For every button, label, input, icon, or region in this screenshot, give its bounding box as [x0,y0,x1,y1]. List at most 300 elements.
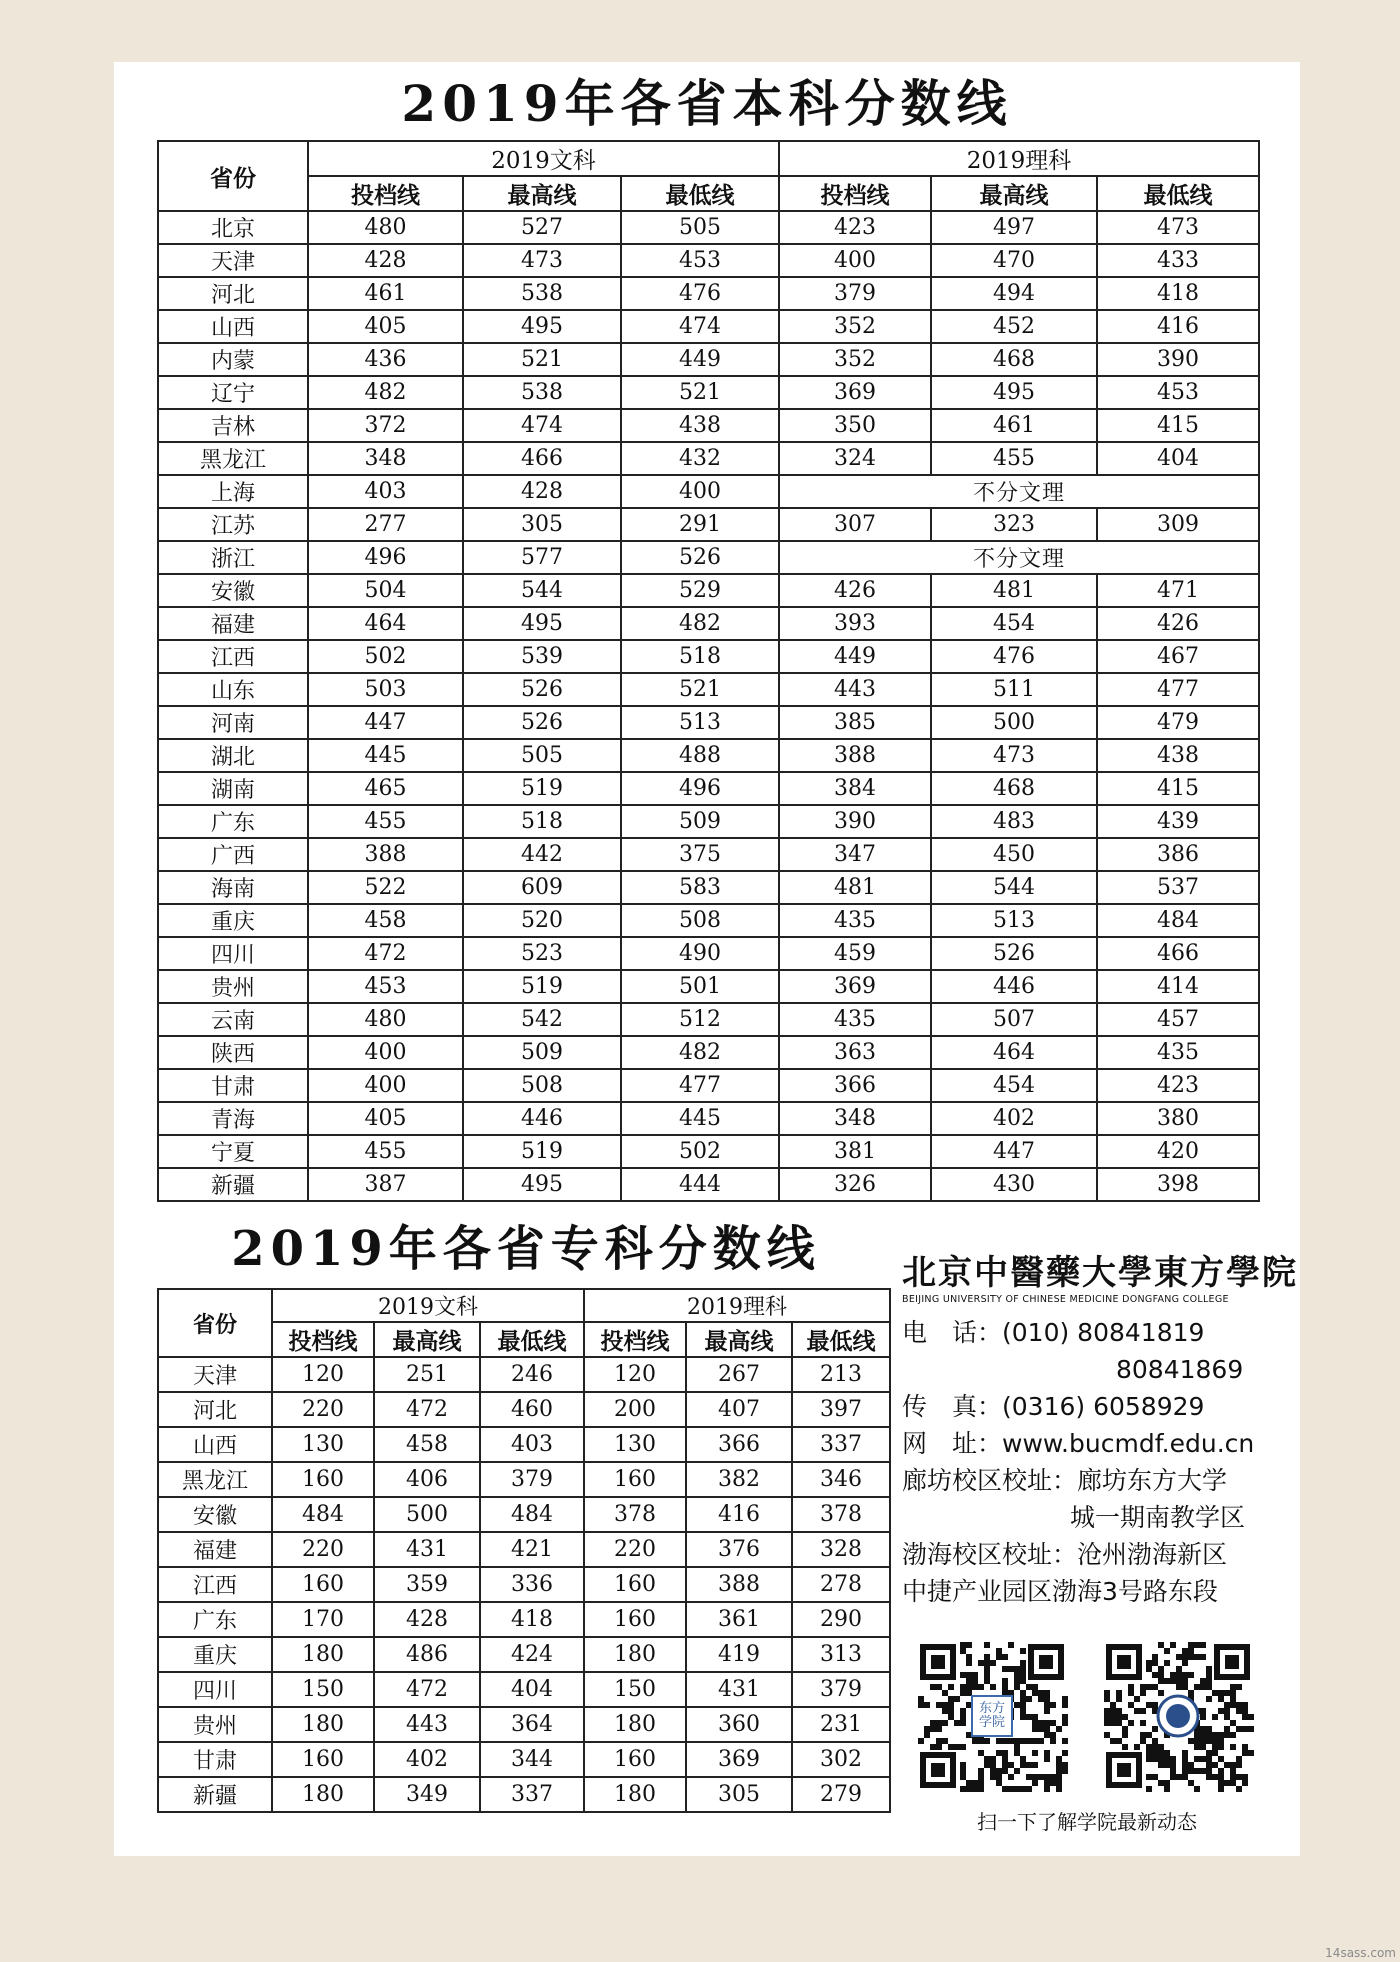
score-cell: 426 [779,574,931,607]
table-row [158,607,1259,640]
score-cell: 400 [621,475,779,508]
score-cell: 415 [1097,772,1259,805]
score-cell: 482 [621,607,779,640]
score-cell: 302 [792,1742,890,1777]
table-row [158,739,1259,772]
score-cell: 453 [308,970,463,1003]
province-cell: 福建 [158,607,308,640]
score-cell: 378 [792,1497,890,1532]
province-cell: 上海 [158,475,308,508]
score-cell: 513 [621,706,779,739]
score-cell: 508 [621,904,779,937]
score-cell: 505 [463,739,621,772]
table-row [158,1637,890,1672]
score-cell: 428 [463,475,621,508]
table-row [158,1102,1259,1135]
table-row [158,1427,890,1462]
score-cell: 526 [931,937,1097,970]
score-cell: 538 [463,376,621,409]
province-cell: 河北 [158,1392,272,1427]
score-cell: 267 [686,1357,792,1392]
li-group-header: 2019理科 [779,141,1259,176]
province-cell: 重庆 [158,1637,272,1672]
score-cell: 290 [792,1602,890,1637]
table-row [158,772,1259,805]
province-cell: 安徽 [158,1497,272,1532]
score-cell: 388 [686,1567,792,1602]
score-cell: 421 [480,1532,584,1567]
table-row [158,1462,890,1497]
column-header: 投档线 [584,1322,686,1357]
score-cell: 472 [308,937,463,970]
score-cell: 443 [779,673,931,706]
province-cell: 重庆 [158,904,308,937]
score-cell: 326 [779,1168,931,1201]
score-cell: 419 [686,1637,792,1672]
phone-number-1: (010) 80841819 [1002,1318,1205,1347]
score-cell: 428 [308,244,463,277]
table-row [158,211,1259,244]
score-cell: 418 [480,1602,584,1637]
li-group-header: 2019理科 [584,1289,890,1322]
score-cell: 529 [621,574,779,607]
score-cell: 251 [374,1357,480,1392]
score-cell: 577 [463,541,621,574]
score-cell: 220 [272,1392,374,1427]
score-cell: 449 [621,343,779,376]
college-logo-english: BEIJING UNIVERSITY OF CHINESE MEDICINE DONGFANG COLLEGE [902,1294,1229,1305]
score-cell: 438 [1097,739,1259,772]
score-cell: 443 [374,1707,480,1742]
score-cell: 180 [584,1777,686,1812]
table-row [158,904,1259,937]
score-cell: 431 [686,1672,792,1707]
score-cell: 402 [374,1742,480,1777]
qr-code-2-icon[interactable] [1102,1640,1254,1792]
province-cell: 广东 [158,805,308,838]
score-cell: 431 [374,1532,480,1567]
score-cell: 452 [931,310,1097,343]
score-cell: 468 [931,772,1097,805]
score-cell: 519 [463,970,621,1003]
benke-title: 2019年各省本科分数线 [401,74,1013,133]
table-row [158,1168,1259,1201]
score-cell: 455 [931,442,1097,475]
score-cell: 470 [931,244,1097,277]
website-link[interactable]: www.bucmdf.edu.cn [1002,1429,1255,1458]
score-cell: 337 [480,1777,584,1812]
score-cell: 160 [584,1567,686,1602]
score-cell: 495 [463,607,621,640]
campus-langfang-row [902,1462,1270,1499]
fax-label: 传 真： [902,1392,1003,1421]
score-cell: 404 [1097,442,1259,475]
table-row [158,1672,890,1707]
score-cell: 130 [584,1427,686,1462]
score-cell: 447 [931,1135,1097,1168]
province-cell: 安徽 [158,574,308,607]
table-row [158,277,1259,310]
province-cell: 黑龙江 [158,442,308,475]
score-cell: 387 [308,1168,463,1201]
qr-code-1-icon[interactable] [916,1640,1068,1792]
table-row [158,1567,890,1602]
score-cell: 471 [1097,574,1259,607]
score-cell: 481 [931,574,1097,607]
score-cell: 542 [463,1003,621,1036]
column-header: 最高线 [686,1322,792,1357]
score-cell: 473 [931,739,1097,772]
score-cell: 484 [272,1497,374,1532]
score-cell: 490 [621,937,779,970]
contact-info [902,1252,1298,1610]
campus-langfang-address-1: 廊坊东方大学 [1077,1466,1228,1495]
score-cell: 444 [621,1168,779,1201]
column-header: 最高线 [463,176,621,211]
table-row [158,805,1259,838]
province-cell: 青海 [158,1102,308,1135]
score-cell: 435 [1097,1036,1259,1069]
score-cell: 455 [308,805,463,838]
province-cell: 云南 [158,1003,308,1036]
score-cell: 337 [792,1427,890,1462]
score-cell: 473 [1097,211,1259,244]
score-cell: 494 [931,277,1097,310]
table-row [158,1392,890,1427]
campus-bohai-address-2: 中捷产业园区渤海3号路东段 [902,1577,1218,1606]
website-label: 网 址： [902,1429,1003,1458]
score-cell: 415 [1097,409,1259,442]
score-cell: 433 [1097,244,1259,277]
score-cell: 430 [931,1168,1097,1201]
column-header: 最低线 [792,1322,890,1357]
table-row [158,1003,1259,1036]
province-cell: 天津 [158,1357,272,1392]
column-header: 最高线 [374,1322,480,1357]
score-cell: 180 [272,1637,374,1672]
province-cell: 湖南 [158,772,308,805]
table-row [158,838,1259,871]
province-cell: 内蒙 [158,343,308,376]
score-cell: 464 [308,607,463,640]
score-cell: 527 [463,211,621,244]
score-cell: 369 [779,970,931,1003]
score-cell: 160 [584,1462,686,1497]
score-cell: 120 [272,1357,374,1392]
score-cell: 390 [1097,343,1259,376]
score-cell: 382 [686,1462,792,1497]
score-cell: 120 [584,1357,686,1392]
score-cell: 466 [1097,937,1259,970]
score-cell: 414 [1097,970,1259,1003]
table-row [158,442,1259,475]
table-row [158,310,1259,343]
score-cell: 369 [686,1742,792,1777]
score-cell: 458 [374,1427,480,1462]
score-cell: 459 [779,937,931,970]
province-cell: 江苏 [158,508,308,541]
province-cell: 吉林 [158,409,308,442]
table-row [158,1707,890,1742]
score-cell: 406 [374,1462,480,1497]
score-cell: 180 [272,1707,374,1742]
province-cell: 福建 [158,1532,272,1567]
score-cell: 416 [1097,310,1259,343]
score-cell: 502 [308,640,463,673]
province-cell: 贵州 [158,1707,272,1742]
score-cell: 502 [621,1135,779,1168]
province-cell: 四川 [158,937,308,970]
column-header: 投档线 [779,176,931,211]
website-row [902,1425,1270,1462]
province-cell: 贵州 [158,970,308,1003]
score-cell: 359 [374,1567,480,1602]
score-cell: 507 [931,1003,1097,1036]
province-cell: 四川 [158,1672,272,1707]
score-cell: 379 [792,1672,890,1707]
score-cell: 403 [308,475,463,508]
score-cell: 400 [308,1069,463,1102]
score-cell: 539 [463,640,621,673]
score-cell: 488 [621,739,779,772]
score-cell: 390 [779,805,931,838]
score-cell: 324 [779,442,931,475]
table-row [158,970,1259,1003]
watermark: 14sass.com [1325,1946,1396,1960]
score-cell: 420 [1097,1135,1259,1168]
table-row [158,1497,890,1532]
score-cell: 435 [779,904,931,937]
score-cell: 538 [463,277,621,310]
column-header: 投档线 [272,1322,374,1357]
score-cell: 170 [272,1602,374,1637]
score-cell: 500 [374,1497,480,1532]
score-cell: 453 [621,244,779,277]
score-cell: 220 [272,1532,374,1567]
score-cell: 537 [1097,871,1259,904]
table-row [158,1777,890,1812]
province-cell: 湖北 [158,739,308,772]
score-cell: 213 [792,1357,890,1392]
campus-langfang-label: 廊坊校区校址： [902,1466,1078,1495]
score-cell: 544 [463,574,621,607]
fax-number: (0316) 6058929 [1002,1392,1205,1421]
score-cell: 160 [272,1567,374,1602]
score-cell: 404 [480,1672,584,1707]
score-cell: 544 [931,871,1097,904]
score-cell: 504 [308,574,463,607]
score-cell: 428 [374,1602,480,1637]
score-cell: 500 [931,706,1097,739]
college-logo-text: 北京中醫藥大學東方學院 [902,1253,1298,1293]
wen-group-header: 2019文科 [272,1289,584,1322]
score-cell: 424 [480,1637,584,1672]
score-cell: 160 [272,1742,374,1777]
score-cell: 479 [1097,706,1259,739]
score-cell: 468 [931,343,1097,376]
score-cell: 150 [584,1672,686,1707]
table-row [158,409,1259,442]
province-cell: 海南 [158,871,308,904]
province-cell: 宁夏 [158,1135,308,1168]
score-cell: 476 [621,277,779,310]
table-row [158,1069,1259,1102]
score-cell: 305 [463,508,621,541]
score-cell: 521 [621,376,779,409]
score-cell: 484 [1097,904,1259,937]
table-row [158,343,1259,376]
score-cell: 348 [779,1102,931,1135]
score-cell: 519 [463,1135,621,1168]
score-cell: 486 [374,1637,480,1672]
table-row [158,1357,890,1392]
score-cell: 442 [463,838,621,871]
table-row [158,1135,1259,1168]
score-cell: 246 [480,1357,584,1392]
score-cell: 416 [686,1497,792,1532]
province-cell: 广西 [158,838,308,871]
score-cell: 180 [272,1777,374,1812]
campus-bohai-address-1: 沧州渤海新区 [1077,1540,1228,1569]
score-cell: 438 [621,409,779,442]
score-cell: 277 [308,508,463,541]
province-cell: 河南 [158,706,308,739]
score-cell: 160 [584,1602,686,1637]
score-cell: 496 [308,541,463,574]
wen-group-header: 2019文科 [308,141,779,176]
score-cell: 482 [308,376,463,409]
score-cell: 348 [308,442,463,475]
score-cell: 436 [308,343,463,376]
score-cell: 474 [463,409,621,442]
score-cell: 160 [584,1742,686,1777]
province-cell: 山东 [158,673,308,706]
score-cell: 350 [779,409,931,442]
score-cell: 457 [1097,1003,1259,1036]
score-cell: 526 [463,706,621,739]
score-cell: 518 [463,805,621,838]
score-cell: 384 [779,772,931,805]
score-cell: 366 [686,1427,792,1462]
score-cell: 453 [1097,376,1259,409]
score-cell: 400 [308,1036,463,1069]
score-cell: 509 [621,805,779,838]
score-cell: 522 [308,871,463,904]
score-cell: 385 [779,706,931,739]
campus-langfang-row-2 [902,1499,1270,1536]
score-cell: 508 [463,1069,621,1102]
score-cell: 381 [779,1135,931,1168]
score-cell: 454 [931,607,1097,640]
merged-note-cell: 不分文理 [779,475,1259,508]
score-cell: 445 [621,1102,779,1135]
phone-row-2 [902,1351,1270,1388]
zhuanke-score-table [157,1288,891,1813]
table-row [158,1602,890,1637]
score-cell: 476 [931,640,1097,673]
score-cell: 518 [621,640,779,673]
qr-caption: 扫一下了解学院最新动态 [977,1810,1197,1834]
score-cell: 481 [779,871,931,904]
score-cell: 360 [686,1707,792,1742]
province-cell: 江西 [158,1567,272,1602]
campus-bohai-row-2 [902,1573,1270,1610]
column-header: 最低线 [480,1322,584,1357]
score-cell: 150 [272,1672,374,1707]
province-cell: 浙江 [158,541,308,574]
score-cell: 366 [779,1069,931,1102]
score-cell: 291 [621,508,779,541]
score-cell: 388 [308,838,463,871]
score-cell: 521 [463,343,621,376]
phone-number-2: 80841869 [1116,1355,1244,1384]
province-cell: 辽宁 [158,376,308,409]
score-cell: 305 [686,1777,792,1812]
score-cell: 307 [779,508,931,541]
score-cell: 467 [1097,640,1259,673]
score-cell: 446 [463,1102,621,1135]
score-cell: 447 [308,706,463,739]
score-cell: 480 [308,1003,463,1036]
score-cell: 180 [584,1707,686,1742]
score-cell: 400 [779,244,931,277]
score-cell: 445 [308,739,463,772]
province-cell: 甘肃 [158,1069,308,1102]
score-cell: 509 [463,1036,621,1069]
score-cell: 375 [621,838,779,871]
table-row [158,673,1259,706]
table-row [158,574,1259,607]
score-cell: 344 [480,1742,584,1777]
score-cell: 336 [480,1567,584,1602]
score-cell: 402 [931,1102,1097,1135]
score-cell: 477 [1097,673,1259,706]
score-cell: 347 [779,838,931,871]
score-cell: 398 [1097,1168,1259,1201]
score-cell: 473 [463,244,621,277]
score-cell: 361 [686,1602,792,1637]
score-cell: 449 [779,640,931,673]
province-cell: 新疆 [158,1168,308,1201]
score-cell: 379 [480,1462,584,1497]
score-cell: 505 [621,211,779,244]
score-cell: 609 [463,871,621,904]
table-row [158,937,1259,970]
score-cell: 439 [1097,805,1259,838]
column-header: 最高线 [931,176,1097,211]
score-cell: 378 [584,1497,686,1532]
score-cell: 446 [931,970,1097,1003]
score-cell: 180 [584,1637,686,1672]
score-cell: 220 [584,1532,686,1567]
score-cell: 349 [374,1777,480,1812]
table-row [158,475,1259,508]
province-header: 省份 [158,1289,272,1357]
score-cell: 472 [374,1392,480,1427]
score-cell: 309 [1097,508,1259,541]
province-cell: 江西 [158,640,308,673]
table-row [158,376,1259,409]
score-cell: 472 [374,1672,480,1707]
score-cell: 279 [792,1777,890,1812]
score-cell: 376 [686,1532,792,1567]
score-cell: 323 [931,508,1097,541]
campus-langfang-address-2: 城一期南教学区 [1070,1503,1246,1532]
score-cell: 483 [931,805,1097,838]
score-cell: 496 [621,772,779,805]
table-row [158,1742,890,1777]
score-cell: 511 [931,673,1097,706]
